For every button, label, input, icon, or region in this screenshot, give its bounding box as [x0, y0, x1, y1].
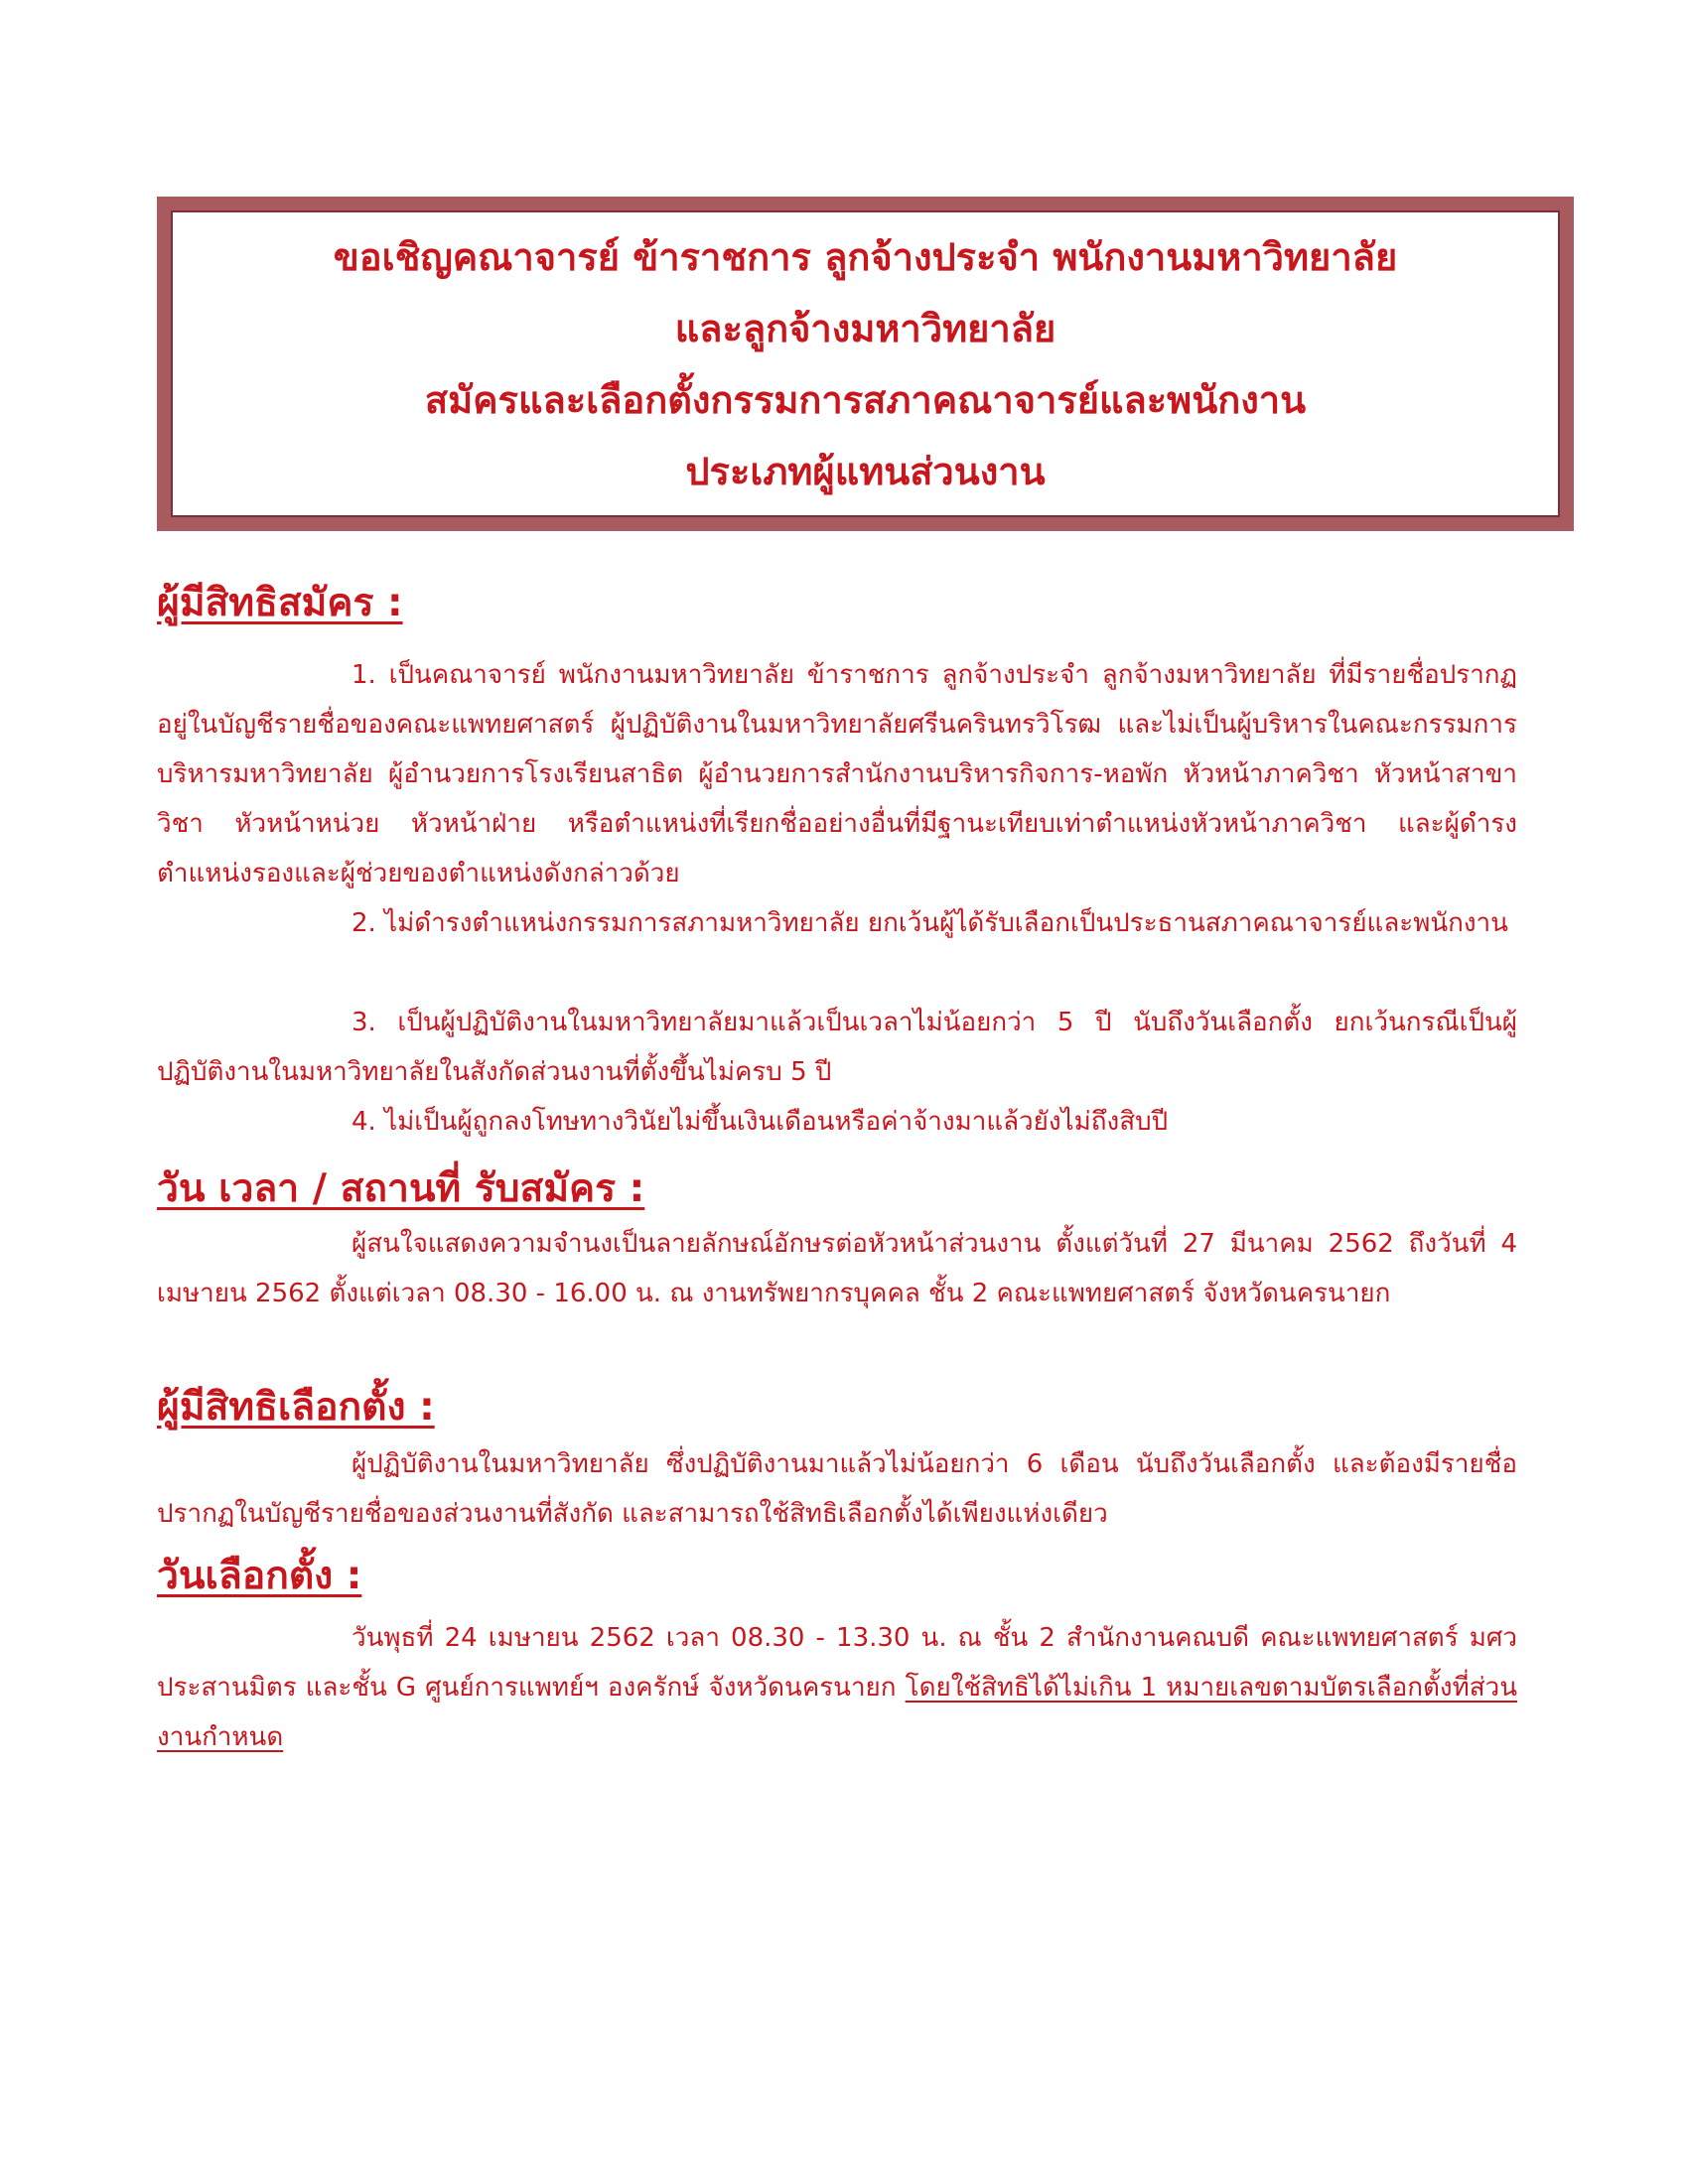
application-heading: วัน เวลา / สถานที่ รับสมัคร :	[157, 1166, 645, 1211]
title-line-4: ประเภทผู้แทนส่วนงาน	[685, 449, 1046, 493]
title-line-3: สมัครและเลือกตั้งกรรมการสภาคณาจารย์และพนักงาน	[424, 377, 1307, 422]
title-frame	[157, 197, 1574, 531]
voters-text: ผู้ปฏิบัติงานในมหาวิทยาลัย ซึ่งปฏิบัติงานมาแล้วไม่น้อยกว่า 6 เดือน นับถึงวันเลือกตั้ง และต้องมีรายชื่อปรากฏในบัญชีรายชื่อของส่วนงานที่สังกัด และสามารถใช้สิทธิเลือกตั้งได้เพียงแห่งเดียว	[157, 1449, 1517, 1529]
eligibility-item-4: 4. ไม่เป็นผู้ถูกลงโทษทางวินัยไม่ขึ้นเงินเดือนหรือค่าจ้างมาแล้วยังไม่ถึงสิบปี	[352, 1107, 1169, 1137]
title-box	[171, 210, 1560, 517]
eligibility-item-3: 3. เป็นผู้ปฏิบัติงานในมหาวิทยาลัยมาแล้วเป็นเวลาไม่น้อยกว่า 5 ปี นับถึงวันเลือกตั้ง ยกเว้นกรณีเป็นผู้ปฏิบัติงานในมหาวิทยาลัยในสังกัดส่วนงานที่ตั้งขึ้นไม่ครบ 5 ปี	[157, 1008, 1517, 1087]
title-line-2: และลูกจ้างมหาวิทยาลัย	[674, 306, 1056, 350]
title-line-1: ขอเชิญคณาจารย์ ข้าราชการ ลูกจ้างประจำ พนักงานมหาวิทยาลัย	[333, 234, 1398, 279]
eligibility-item-2: 2. ไม่ดำรงตำแหน่งกรรมการสภามหาวิทยาลัย ยกเว้นผู้ได้รับเลือกเป็นประธานสภาคณาจารย์และพนักงาน	[352, 908, 1508, 938]
voters-heading: ผู้มีสิทธิเลือกตั้ง :	[157, 1385, 435, 1430]
election-note: โดยใช้สิทธิได้ไม่เกิน 1 หมายเลขตามบัตรเลือกตั้งที่ส่วนงานกำหนด	[157, 1673, 1517, 1752]
election-text: วันพุธที่ 24 เมษายน 2562 เวลา 08.30 - 13.30 น. ณ ชั้น 2 สำนักงานคณบดี คณะแพทยศาสตร์ มศว ประสานมิตร และชั้น G ศูนย์การแพทย์ฯ องครักษ์ จังหวัดนครนายก โดยใช้สิทธิได้ไม่เกิน 1 หมายเลขตามบัตรเลือกตั้งที่ส่วนงานกำหนด	[157, 1623, 1517, 1752]
election-heading: วันเลือกตั้ง :	[157, 1554, 362, 1598]
eligibility-heading: ผู้มีสิทธิสมัคร :	[157, 581, 403, 625]
application-text: ผู้สนใจแสดงความจำนงเป็นลายลักษณ์อักษรต่อหัวหน้าส่วนงาน ตั้งแต่วันที่ 27 มีนาคม 2562 ถึงวันที่ 4 เมษายน 2562 ตั้งแต่เวลา 08.30 - 16.00 น. ณ งานทรัพยากรบุคคล ชั้น 2 คณะแพทยศาสตร์ จังหวัดนครนายก	[157, 1229, 1517, 1308]
eligibility-item-1: 1. เป็นคณาจารย์ พนักงานมหาวิทยาลัย ข้าราชการ ลูกจ้างประจำ ลูกจ้างมหาวิทยาลัย ที่มีรายชื่อปรากฏอยู่ในบัญชีรายชื่อของคณะแพทยศาสตร์ ผู้ปฏิบัติงานในมหาวิทยาลัยศรีนครินทรวิโรฒ และไม่เป็นผู้บริหารในคณะกรรมการบริหารมหาวิทยาลัย ผู้อำนวยการโรงเรียนสาธิต ผู้อำนวยการสำนักงานบริหารกิจการ-หอพัก หัวหน้าภาควิชา หัวหน้าสาขาวิชา หัวหน้าหน่วย หัวหน้าฝ่าย หรือตำแหน่งที่เรียกชื่ออย่างอื่นที่มีฐานะเทียบเท่าตำแหน่งหัวหน้าภาควิชา และผู้ดำรงตำแหน่งรองและผู้ช่วยของตำแหน่งดังกล่าวด้วย	[157, 660, 1517, 888]
